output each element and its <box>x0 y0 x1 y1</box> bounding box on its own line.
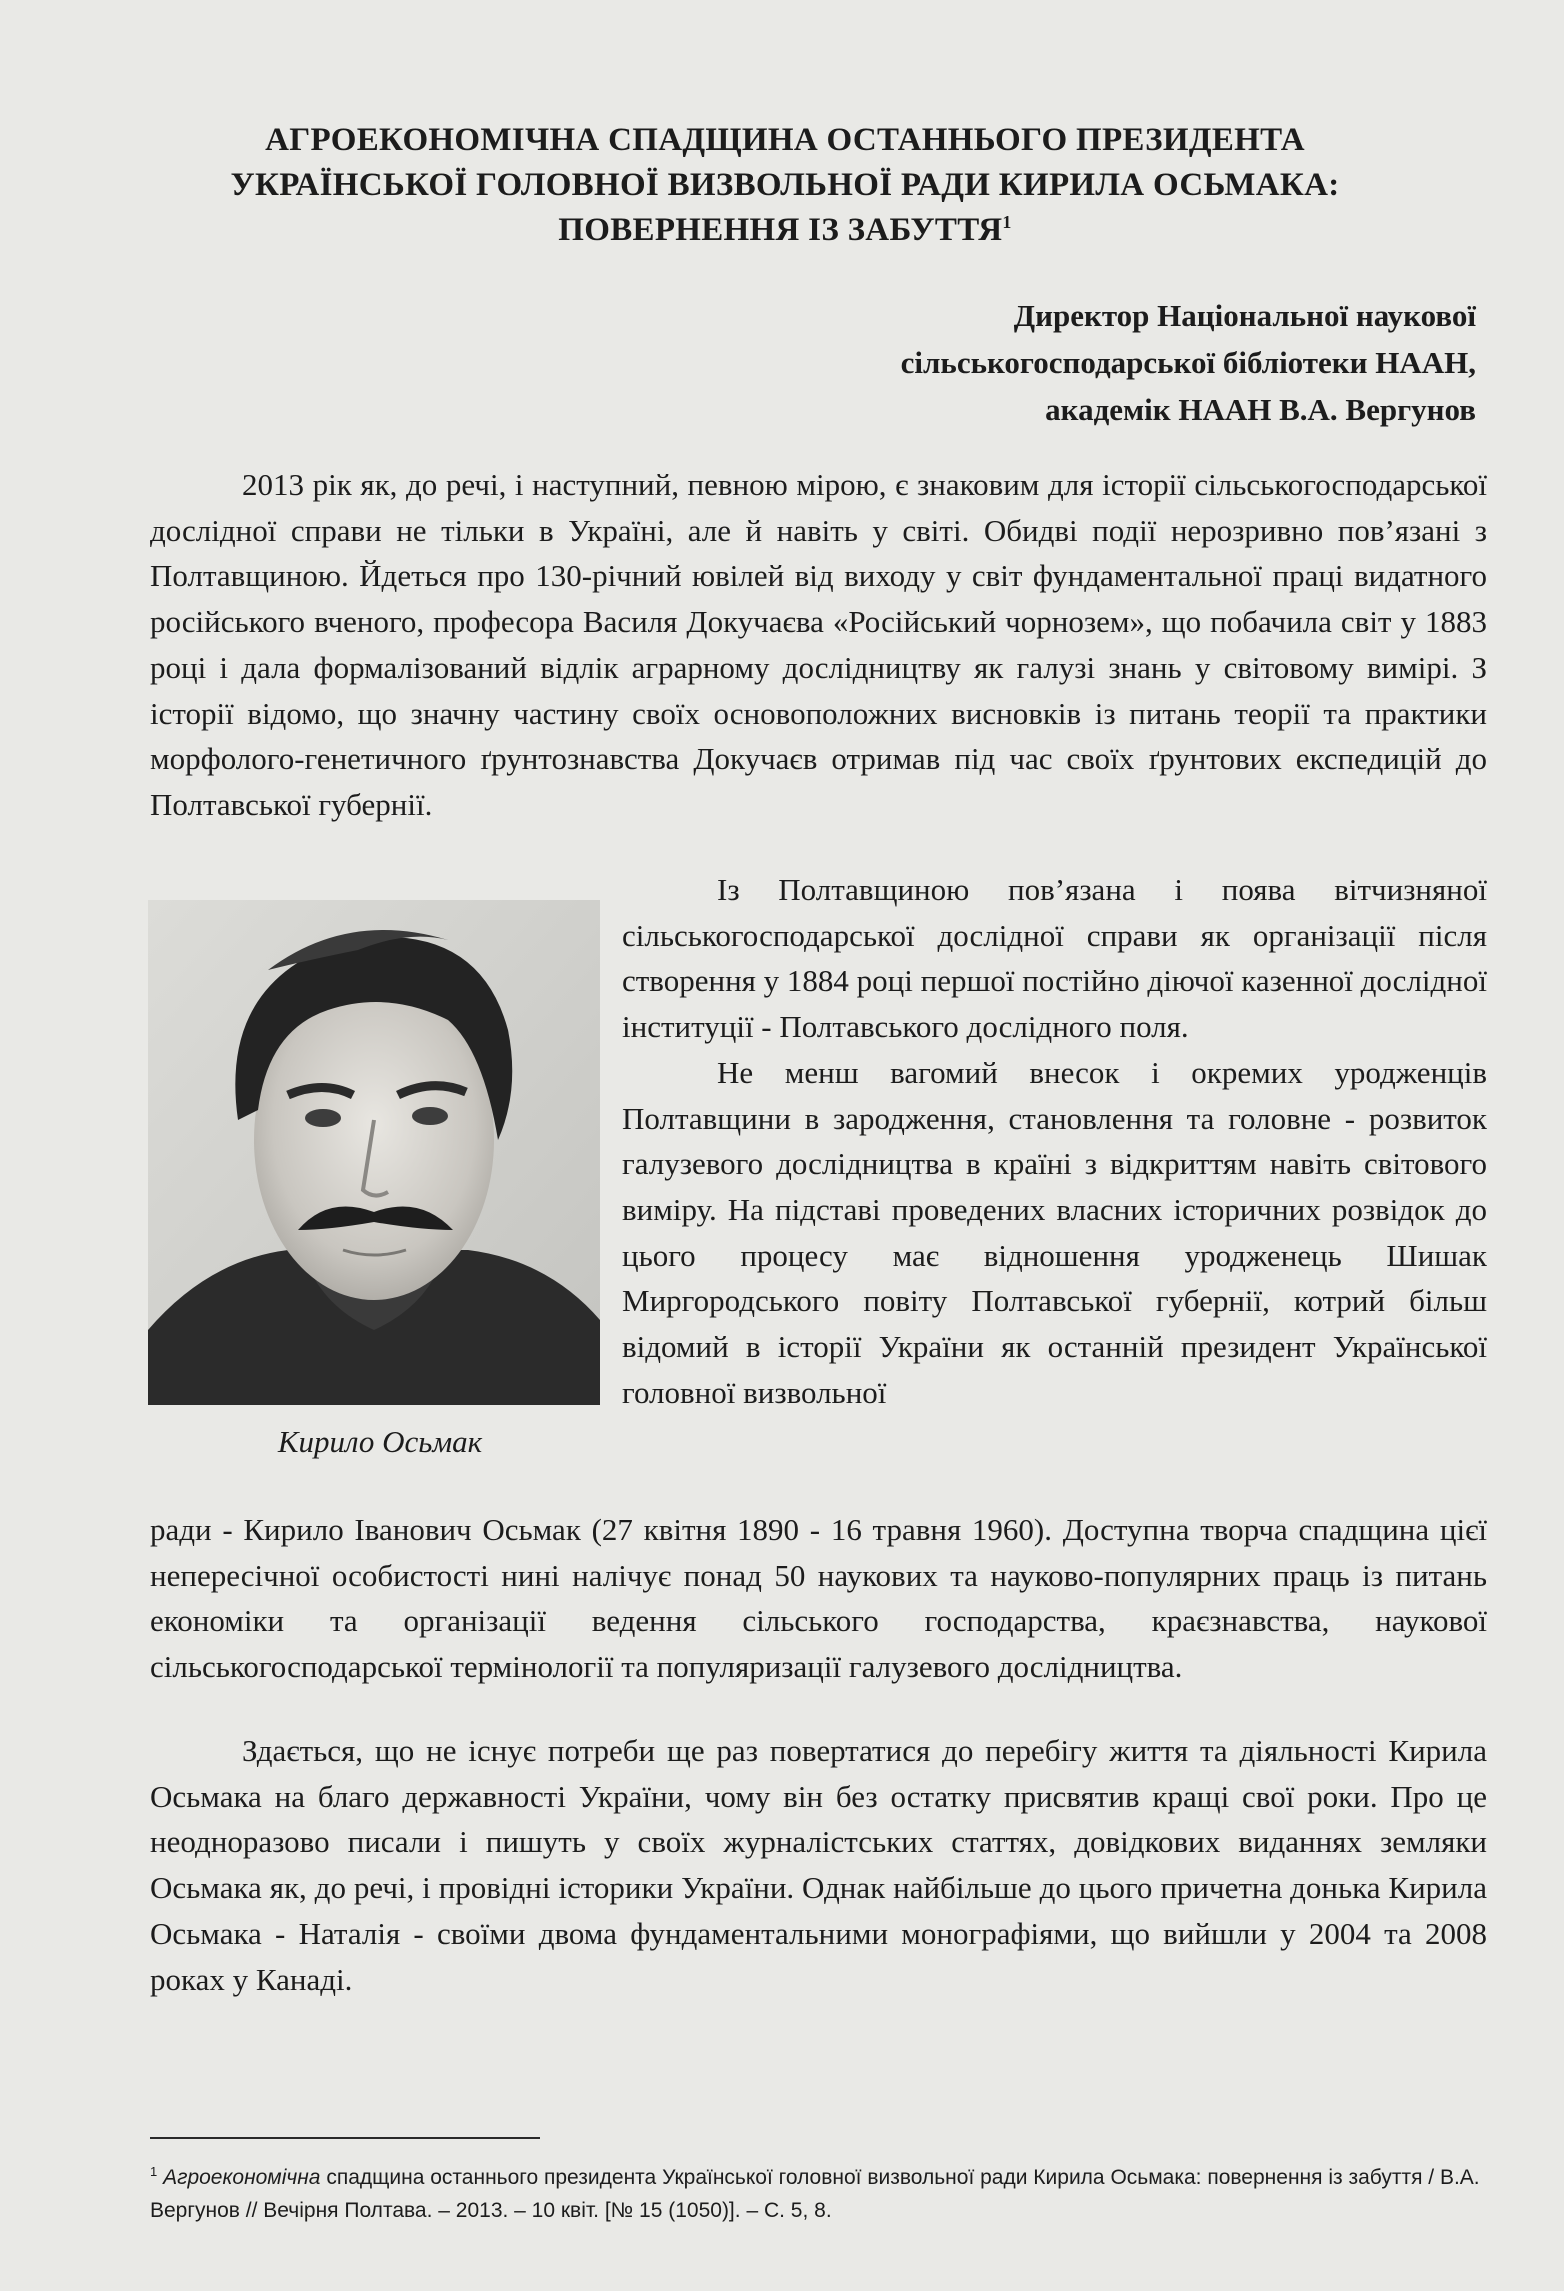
author-line: Директор Національної наукової <box>1013 298 1476 333</box>
footnote-divider <box>150 2137 540 2139</box>
title-line: ПОВЕРНЕННЯ ІЗ ЗАБУТТЯ$^1$ <box>558 212 1012 248</box>
footnote-reference: 1 <box>1002 212 1012 232</box>
author-line: академік НААН В.А. Вергунов <box>1045 392 1476 427</box>
paragraph-4: Здається, що не існує потреби ще раз повертатися до перебігу життя та діяльності Кирила Осьмака на благо державності України, чому він без остатку присвятив кращі свої роки. Про це неодноразово писали і пишуть у своїх журналістських статтях, довідкових виданнях земляки Осьмака як, до речі, і провідні історики України. Однак найбільше до цього причетна донька Кирила Осьмака - Наталія - своїми двома фундаментальними монографіями, що вийшли у 2004 та 2008 роках у Канаді. <box>150 1733 1487 1997</box>
photo-caption: Кирило Осьмак <box>277 1424 483 1459</box>
author-line: сільськогосподарської бібліотеки НААН, <box>900 345 1476 380</box>
footnote-text: спадщина останнього президента Української головної визвольної ради Кирила Осьмака: повернення із забуття / В.А. Вергунов // Вечірня Полтава. – 2013. – 10 квіт. [№ 15 (1050)]. – С. 5, 8. <box>150 2166 1480 2222</box>
author-block <box>901 292 1476 433</box>
title-line: УКРАЇНСЬКОЇ ГОЛОВНОЇ ВИЗВОЛЬНОЇ РАДИ КИРИЛА ОСЬМАКА: <box>230 167 1340 203</box>
title-line: АГРОЕКОНОМІЧНА СПАДЩИНА ОСТАННЬОГО ПРЕЗИДЕНТА <box>265 122 1305 158</box>
paragraph-2: Із Полтавщиною пов’язана і поява вітчизняної сільськогосподарської дослідної справи як організації після створення у 1884 році першої постійно діючої казенної дослідної інституції - Полтавського дослідного поля. <box>622 872 1488 1045</box>
article-title <box>140 118 1430 253</box>
portrait-photo <box>148 900 600 1405</box>
footnote-italic-word: Агроекономічна <box>163 2166 321 2189</box>
paragraph-2-wrapped <box>622 867 1487 1415</box>
paragraph-3-continued: ради - Кирило Іванович Осьмак (27 квітня 1890 - 16 травня 1960). Доступна творча спадщина цієї непересічної особистості нині налічує понад 50 наукових та науково-популярних праць із питань економіки та організації ведення сільського господарства, краєзнавства, наукової сільськогосподарської термінології та популяризації галузевого дослідництва. <box>150 1512 1487 1685</box>
footnote-number: 1 <box>150 2164 158 2179</box>
portrait-image <box>148 900 600 1405</box>
paragraph-3-wrapped: Не менш вагомий внесок і окремих уродженців Полтавщини в зародження, становлення та головне - розвиток галузевого дослідництва в країні з відкриттям навіть світового виміру. На підставі проведених власних історичних розвідок до цього процесу має відношення уродженець Шишак Миргородського повіту Полтавської губернії, котрий більш відомий в історії України як останній президент Української головної визвольної <box>622 1054 1487 1410</box>
paragraph-1: 2013 рік як, до речі, і наступний, певною мірою, є знаковим для історії сільськогосподарської дослідної справи не тільки в Україні, але й навіть у світі. Обидві події нерозривно пов’язані з Полтавщиною. Йдеться про 130-річний ювілей від виходу у світ фундаментальної праці видатного російського вченого, професора Василя Докучаєва «Російський чорнозем», що побачила світ у 1883 році і дала формалізований відлік аграрному дослідництву як галузі знань у світовому вимірі. З історії відомо, що значну частину своїх основоположних висновків із питань теорії та практики морфолого-генетичного ґрунтознавства Докучаєв отримав під час своїх ґрунтових експедицій до Полтавської губернії. <box>150 467 1487 822</box>
footnote <box>150 2155 1490 2227</box>
